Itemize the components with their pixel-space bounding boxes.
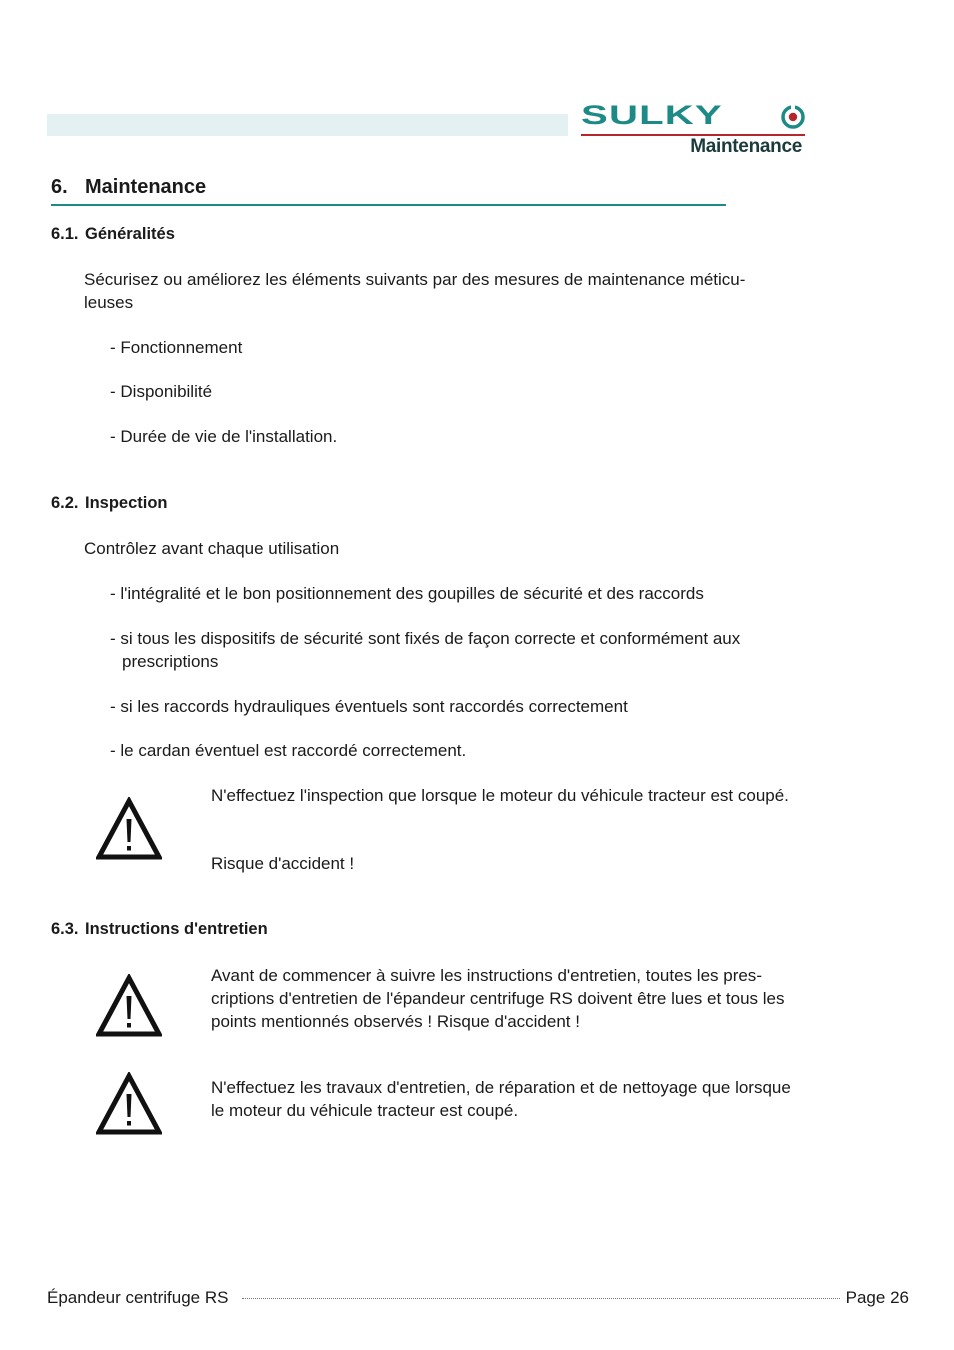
sulky-emblem-icon <box>780 104 806 130</box>
brand-wordmark: SULKY <box>581 100 723 131</box>
section-number: 6.3. <box>51 920 79 938</box>
warning-text: N'effectuez les travaux d'entretien, de réparation et de nettoyage que lorsque le moteur du véhicule tracteur est coupé. <box>211 1078 791 1120</box>
chapter-title: Maintenance <box>85 176 207 198</box>
page-title <box>51 176 206 199</box>
warning-icon <box>96 797 162 861</box>
warning-text: N'effectuez l'inspection que lorsque le moteur du véhicule tracteur est coupé. <box>211 786 789 805</box>
brand-logo <box>578 100 808 160</box>
section-title: Instructions d'entretien <box>85 920 268 938</box>
list-item: - le cardan éventuel est raccordé correctement. <box>110 741 467 760</box>
chapter-number: 6. <box>51 176 68 198</box>
section-number: 6.1. <box>51 225 79 243</box>
list-item: - Fonctionnement <box>110 338 243 357</box>
list-item: - si tous les dispositifs de sécurité sont fixés de façon correcte et conformément aux prescriptions <box>110 629 741 671</box>
list-item: - Disponibilité <box>110 382 213 401</box>
section-title: Inspection <box>85 494 168 512</box>
section-title: Généralités <box>85 225 175 243</box>
section-label: Maintenance <box>690 136 802 157</box>
list-item: - Durée de vie de l'installation. <box>110 427 338 446</box>
header-bar <box>47 114 568 136</box>
warning-icon <box>96 974 162 1038</box>
intro-line: leuses <box>84 293 134 312</box>
inspection-intro: Contrôlez avant chaque utilisation <box>84 539 340 558</box>
section-heading-generalites <box>51 225 175 244</box>
list-item: - si les raccords hydrauliques éventuels sont raccordés correctement <box>110 697 628 716</box>
title-rule <box>51 204 726 206</box>
list-item: - l'intégralité et le bon positionnement des goupilles de sécurité et des raccords <box>110 584 704 603</box>
warning-icon <box>96 1072 162 1136</box>
section-number: 6.2. <box>51 494 79 512</box>
footer-doc-title: Épandeur centrifuge RS <box>47 1288 229 1307</box>
warning-text: Avant de commencer à suivre les instructions d'entretien, toutes les prescriptions d'entretien de l'épandeur centrifuge RS doivent être lues et tous les points mentionnés observés ! Risque d'accident ! <box>211 966 785 1031</box>
footer-page <box>846 1288 909 1308</box>
section-heading-inspection <box>51 494 168 513</box>
section-heading-entretien <box>51 920 268 939</box>
page-label: Page <box>845 1288 886 1307</box>
page-footer <box>47 1288 909 1312</box>
intro-line: Sécurisez ou améliorez les éléments suivants par des mesures de maintenance méticu- <box>84 270 746 289</box>
warning-risk: Risque d'accident ! <box>211 854 355 873</box>
footer-dot-leader <box>242 1298 839 1299</box>
intro-paragraph <box>84 268 824 314</box>
page-number: 26 <box>890 1288 909 1307</box>
